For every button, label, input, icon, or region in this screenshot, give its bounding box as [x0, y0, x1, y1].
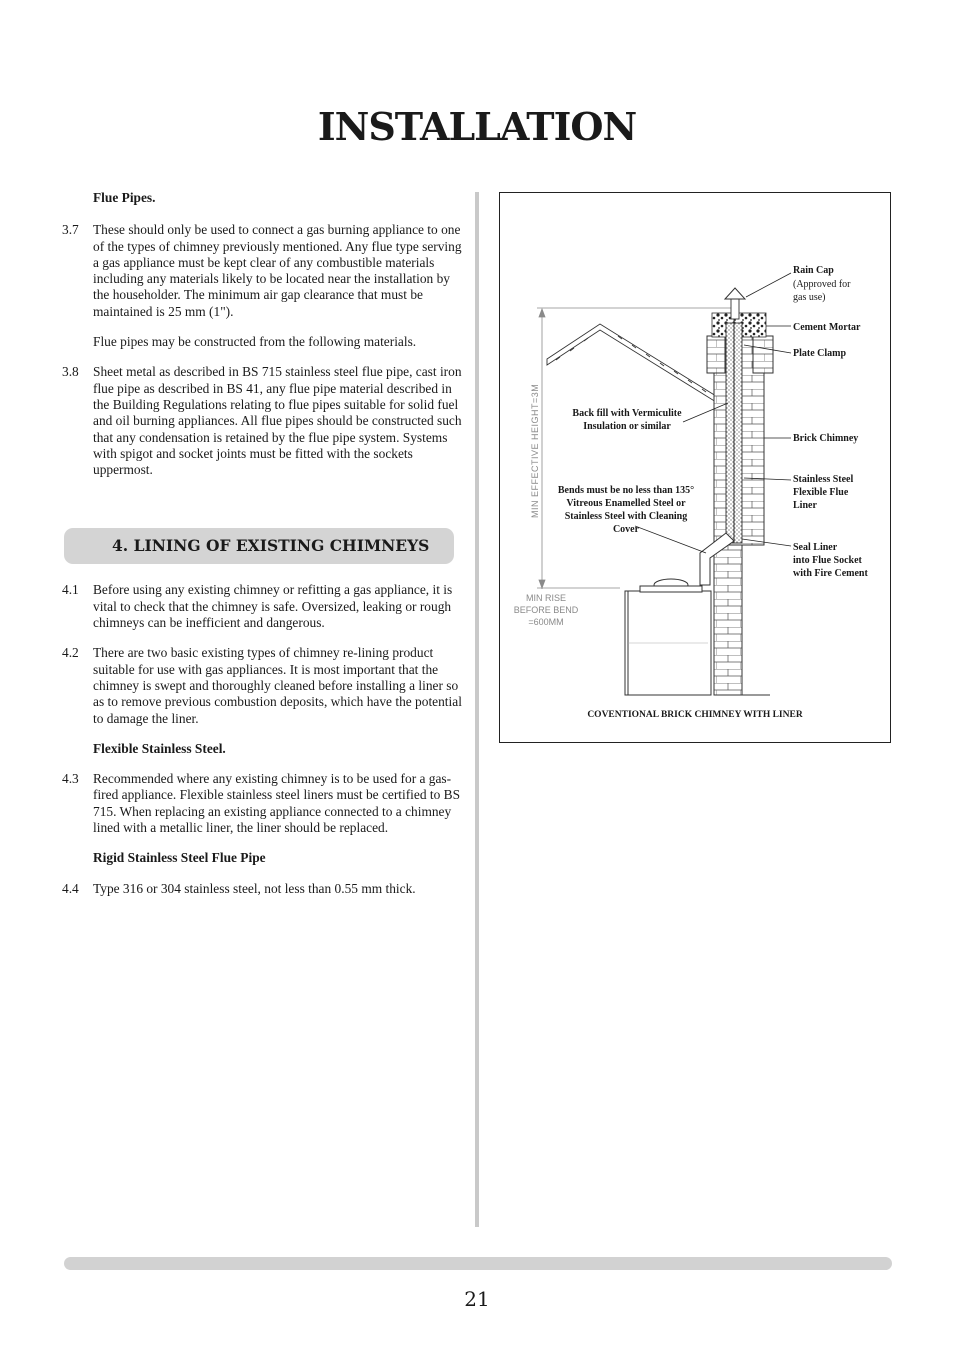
cement-mortar-label: Cement Mortar	[793, 322, 861, 333]
rain-cap-label: Rain Cap	[793, 265, 834, 276]
chimney-diagram	[499, 192, 891, 743]
roof-outline	[547, 324, 716, 402]
footer-bar	[64, 1257, 892, 1270]
bends-line: Cover	[612, 524, 640, 535]
gas-appliance	[625, 579, 711, 695]
paragraph-4-2	[62, 645, 462, 726]
paragraph-4-3	[62, 771, 462, 836]
seal-line: with Fire Cement	[793, 568, 868, 579]
back-fill-label	[556, 407, 698, 433]
paragraph-text: These should only be used to connect a gas burning appliance to one of the types of chimney previously mentioned. Any flue type serving a gas appliance must be kept clear of any combustible materials including any materials likely to be located near the installation by the householder. The minimum air gap clearance that must be maintained is 25 mm (1").	[93, 222, 462, 319]
liner-line: Stainless Steel	[793, 474, 854, 485]
page-title: INSTALLATION	[317, 104, 637, 149]
bends-line: Stainless Steel with Cleaning	[564, 511, 688, 522]
flexible-steel-heading: Flexible Stainless Steel.	[93, 740, 226, 756]
paragraph-number: 4.3	[62, 771, 79, 787]
paragraph-number: 3.7	[62, 222, 79, 238]
paragraph-3-7	[62, 222, 462, 320]
seal-line: into Flue Socket	[793, 555, 862, 566]
paragraph-4-1	[62, 582, 462, 631]
page-number: 21	[464, 1287, 490, 1311]
paragraph-number: 4.1	[62, 582, 79, 598]
paragraph-3-8	[62, 364, 462, 478]
left-column	[62, 190, 462, 897]
seal-liner-label	[793, 541, 868, 580]
liner-line: Liner	[793, 500, 817, 511]
paragraph-number: 4.2	[62, 645, 79, 661]
bends-line: Bends must be no less than 135°	[557, 485, 695, 496]
paragraph-text: Sheet metal as described in BS 715 stainless steel flue pipe, cast iron flue pipe as described in BS 41, any flue pipe material described in the Building Regulations relating to flue pipes suitable for solid fuel and oil burning appliances. All flue pipes should be constructed such that any condensation is retained by the flue pipe system. Systems with spigot and socket joints must be fitted with the sockets uppermost.	[93, 364, 462, 478]
min-height-label: MIN EFFECTIVE HEIGHT=3M	[530, 383, 540, 518]
rain-cap-note: gas use)	[793, 292, 826, 303]
paragraph-text: Type 316 or 304 stainless steel, not less than 0.55 mm thick.	[93, 880, 416, 896]
paragraph-number: 3.8	[62, 364, 79, 380]
min-rise-line: BEFORE BEND	[513, 605, 579, 615]
back-fill-line: Insulation or similar	[583, 421, 671, 432]
bends-label	[546, 484, 706, 536]
bends-line: Vitreous Enamelled Steel or	[566, 498, 686, 509]
paragraph-text: Recommended where any existing chimney is to be used for a gas-fired appliance. Flexible stainless steel liners must be certified to BS 715. When replacing an existing appliance connected to a chimney lined with a metallic liner, the liner should be replaced.	[93, 771, 461, 836]
min-rise-line: MIN RISE	[525, 593, 566, 603]
paragraph-number: 4.4	[62, 880, 79, 896]
section-heading-banner: 4. LINING OF EXISTING CHIMNEYS	[64, 528, 454, 564]
column-divider	[475, 192, 479, 1227]
figure-caption: COVENTIONAL BRICK CHIMNEY WITH LINER	[587, 710, 803, 720]
rigid-steel-heading: Rigid Stainless Steel Flue Pipe	[93, 850, 266, 866]
back-fill-line: Back fill with Vermiculite	[572, 408, 682, 419]
paragraph-3-7-extra: Flue pipes may be constructed from the following materials.	[93, 334, 417, 350]
lower-chimney-breast	[714, 545, 770, 695]
brick-chimney-stack	[707, 288, 773, 545]
paragraph-text: There are two basic existing types of chimney re-lining product suitable for use with gas appliances. It is most important that the chimney is swept and thoroughly cleaned before installing a liner so as to remove previous combustion deposits, which have the potential to damage the liner.	[93, 645, 462, 726]
paragraph-4-4	[62, 881, 462, 897]
seal-line: Seal Liner	[793, 542, 838, 553]
min-rise-label	[506, 592, 586, 628]
min-rise-line: =600MM	[528, 617, 564, 627]
rain-cap-note: (Approved for	[793, 279, 851, 290]
flue-pipes-heading: Flue Pipes.	[93, 190, 156, 205]
liner-label	[793, 473, 853, 512]
paragraph-text: Before using any existing chimney or refitting a gas appliance, it is vital to check that the chimney is safe. Oversized, leaking or rough chimneys can be inefficient and dangerous.	[93, 582, 453, 631]
brick-chimney-label: Brick Chimney	[793, 433, 859, 444]
liner-line: Flexible Flue	[793, 487, 849, 498]
plate-clamp-label: Plate Clamp	[793, 348, 847, 359]
